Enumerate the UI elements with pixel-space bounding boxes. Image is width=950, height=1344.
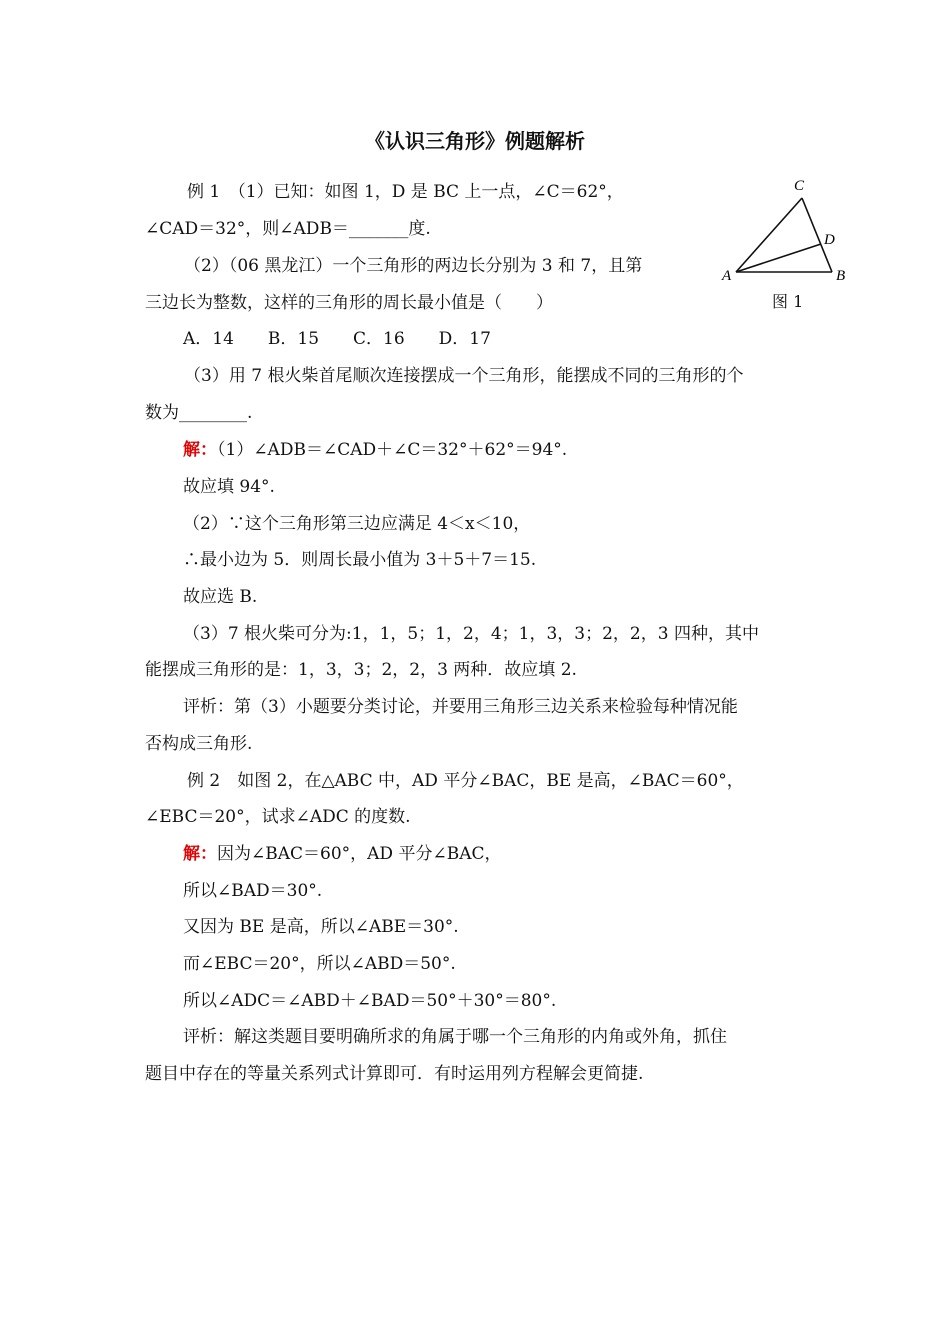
solution-2-line-1 [183,843,501,865]
comment-1-line-1: 评析：第（3）小题要分类讨论，并要用三角形三边关系来检验每种情况能 [183,697,738,717]
solution-1-line-7: 能摆成三角形的是：1，3，3；2，2，3 两种．故应填 2. [145,660,577,680]
solution-1-line-1 [183,439,567,461]
label-d: D [824,232,835,248]
solution-1-line-4: ∴最小边为 5．则周长最小值为 3＋5＋7＝15. [183,550,537,570]
solution-2-text-1: 因为∠BAC＝60°，AD 平分∠BAC， [217,844,502,864]
solution-1-line-5: 故应选 B. [183,587,258,607]
comment-2-line-2: 题目中存在的等量关系列式计算即可．有时运用列方程解会更简捷. [145,1064,644,1084]
example-1-line-7: 数为________. [145,403,253,423]
solution-label: 解： [183,844,217,864]
label-c: C [794,178,805,194]
solution-1-text-1: （1）∠ADB＝∠CAD＋∠C＝32°＋62°＝94°. [217,440,568,460]
example-2-line-2: ∠EBC＝20°，试求∠ADC 的度数. [145,807,411,827]
label-a: A [722,268,732,284]
solution-1-line-3: （2）∵这个三角形第三边应满足 4＜x＜10， [183,514,531,534]
example-1-line-6: （3）用 7 根火柴首尾顺次连接摆成一个三角形，能摆成不同的三角形的个 [184,366,744,386]
example-1-options: A．14 B．15 C．16 D．17 [183,329,491,349]
solution-2-line-2: 所以∠BAD＝30°. [183,881,323,901]
solution-2-line-5: 所以∠ADC＝∠ABD＋∠BAD＝50°＋30°＝80°. [183,991,557,1011]
example-1-line-2: ∠CAD＝32°，则∠ADB＝_______度. [145,219,431,239]
page-title: 《认识三角形》例题解析 [365,129,585,153]
comment-1-line-2: 否构成三角形. [145,734,253,754]
example-1-line-4: 三边长为整数，这样的三角形的周长最小值是（ ） [145,293,553,313]
solution-label: 解： [183,440,217,460]
label-b: B [836,268,846,284]
example-1-line-3: （2）（06 黑龙江）一个三角形的两边长分别为 3 和 7，且第 [184,256,643,276]
figure-1-caption: 图 1 [772,292,804,311]
comment-2-line-1: 评析：解这类题目要明确所求的角属于哪一个三角形的内角或外角，抓住 [183,1027,727,1047]
solution-1-line-6: （3）7 根火柴可分为:1，1，5；1，2，4；1，3，3；2，2，3 四种，其中 [183,624,759,644]
solution-2-line-3: 又因为 BE 是高，所以∠ABE＝30°. [183,917,459,937]
solution-2-line-4: 而∠EBC＝20°，所以∠ABD＝50°. [183,954,456,974]
example-1-line-1: 例 1 （1）已知：如图 1，D 是 BC 上一点，∠C＝62°， [187,182,624,202]
example-2-line-1: 例 2 如图 2，在△ABC 中，AD 平分∠BAC，BE 是高，∠BAC＝60°， [187,771,744,791]
solution-1-line-2: 故应填 94°. [183,477,275,497]
